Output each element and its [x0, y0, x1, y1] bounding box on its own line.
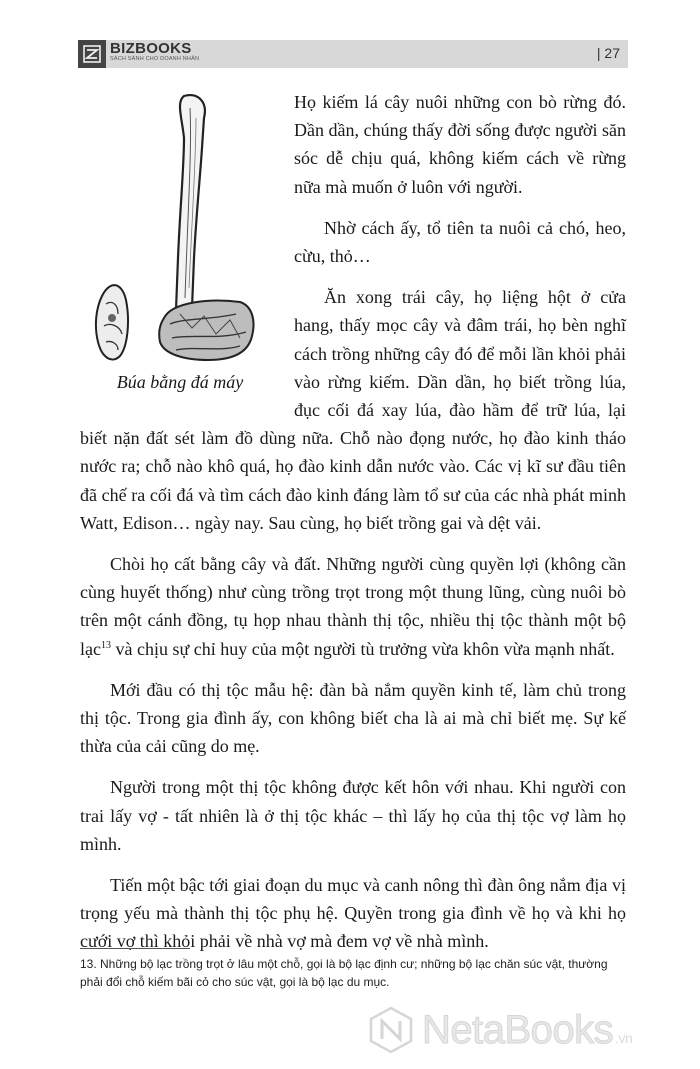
- paragraph-1: Họ kiếm lá cây nuôi những con bò rừng đó. Dần dần, chúng thấy đời sống được người săn sóc dễ chịu quá, không kiếm cách về rừng nữa mà muốn ở luôn với người.: [294, 92, 626, 197]
- footnote-divider: [80, 948, 190, 949]
- paragraph-3: Ăn xong trái cây, họ liệng hột ở cửa hang, thấy mọc cây và đâm trái, họ bèn nghĩ cách trồng những cây đó để mỗi lần khỏi phải vào rừng kiếm. Dần dần, họ biết trồng lúa, đục cối đá xay lúa, đào hầm để trữ lúa, lại biết nặn đất sét làm đồ dùng nữa. Chỗ nào đọng nước, họ đào kinh tháo nước ra; chỗ nào khô quá, họ đào kinh dẫn nước vào. Các vị kĩ sư đầu tiên đã chế ra cối đá và tìm cách đào kinh đáng làm tổ sư của các nhà phát minh Watt, Edison… ngày nay. Sau cùng, họ biết trồng gai và dệt vải.: [80, 287, 626, 533]
- brand: [110, 41, 199, 63]
- netabooks-logo-icon: [366, 1005, 416, 1055]
- paragraph-5: Mới đầu có thị tộc mẫu hệ: đàn bà nắm quyền kinh tế, làm chủ trong thị tộc. Trong gia đình ấy, con không biết cha là ai mà chỉ biết mẹ. Sự kế thừa của cải cũng do mẹ.: [80, 679, 626, 757]
- page-number: | 27: [596, 45, 620, 61]
- footnote-reference[interactable]: 13: [100, 639, 111, 651]
- page-header: [78, 40, 628, 68]
- brand-tagline: SÁCH SÁNH CHO DOANH NHÂN: [110, 56, 200, 62]
- figure-caption: Búa bằng đá máy: [116, 372, 244, 392]
- brand-name: BIZBOOKS: [110, 40, 192, 57]
- page-body: [80, 88, 626, 969]
- watermark-text: [422, 1008, 632, 1053]
- paragraph-6: Người trong một thị tộc không được kết hôn với nhau. Khi người con trai lấy vợ - tất nhiên là ở thị tộc khác – thì lấy họ của thị tộc vợ làm họ mình.: [80, 777, 626, 854]
- paragraph-4-text: Chòi họ cất bằng cây và đất. Những người cùng quyền lợi (không cần cùng huyết thống) như cùng trồng trọt trong một thung lũng, cùng nuôi bò trên một cánh đồng, tụ họp nhau thành thị tộc, nhiều thị tộc thành một bộ lạc: [80, 554, 626, 659]
- stone-hammer-illustration-icon: [80, 88, 280, 368]
- paragraph-4-tail: và chịu sự chỉ huy của một người tù trưởng vừa khôn vừa mạnh nhất.: [110, 638, 615, 659]
- paragraph-2: Nhờ cách ấy, tổ tiên ta nuôi cả chó, heo, cừu, thỏ…: [294, 217, 626, 267]
- watermark-name: NetaBooks: [422, 1007, 614, 1052]
- paragraph-7: Tiến một bậc tới giai đoạn du mục và canh nông thì đàn ông nắm địa vị trọng yếu mà thành thị tộc phụ hệ. Quyền trong gia đình về họ và khi họ cưới vợ thì khỏi phải về nhà vợ mà đem vợ về nhà mình.: [80, 875, 626, 952]
- stone-hammer-figure: [80, 88, 280, 408]
- watermark-suffix: .vn: [615, 1029, 633, 1046]
- paragraph-4: [80, 550, 626, 663]
- netabooks-watermark: [366, 1000, 686, 1060]
- footnote: 13. Những bộ lạc trồng trọt ở lâu một chỗ, gọi là bộ lạc định cư; những bộ lạc chăn súc vật, thường phải đổi chỗ kiếm bãi cỏ cho súc vật, gọi là bộ lạc du mục.: [80, 957, 608, 989]
- bizbooks-logo-icon: [78, 40, 106, 68]
